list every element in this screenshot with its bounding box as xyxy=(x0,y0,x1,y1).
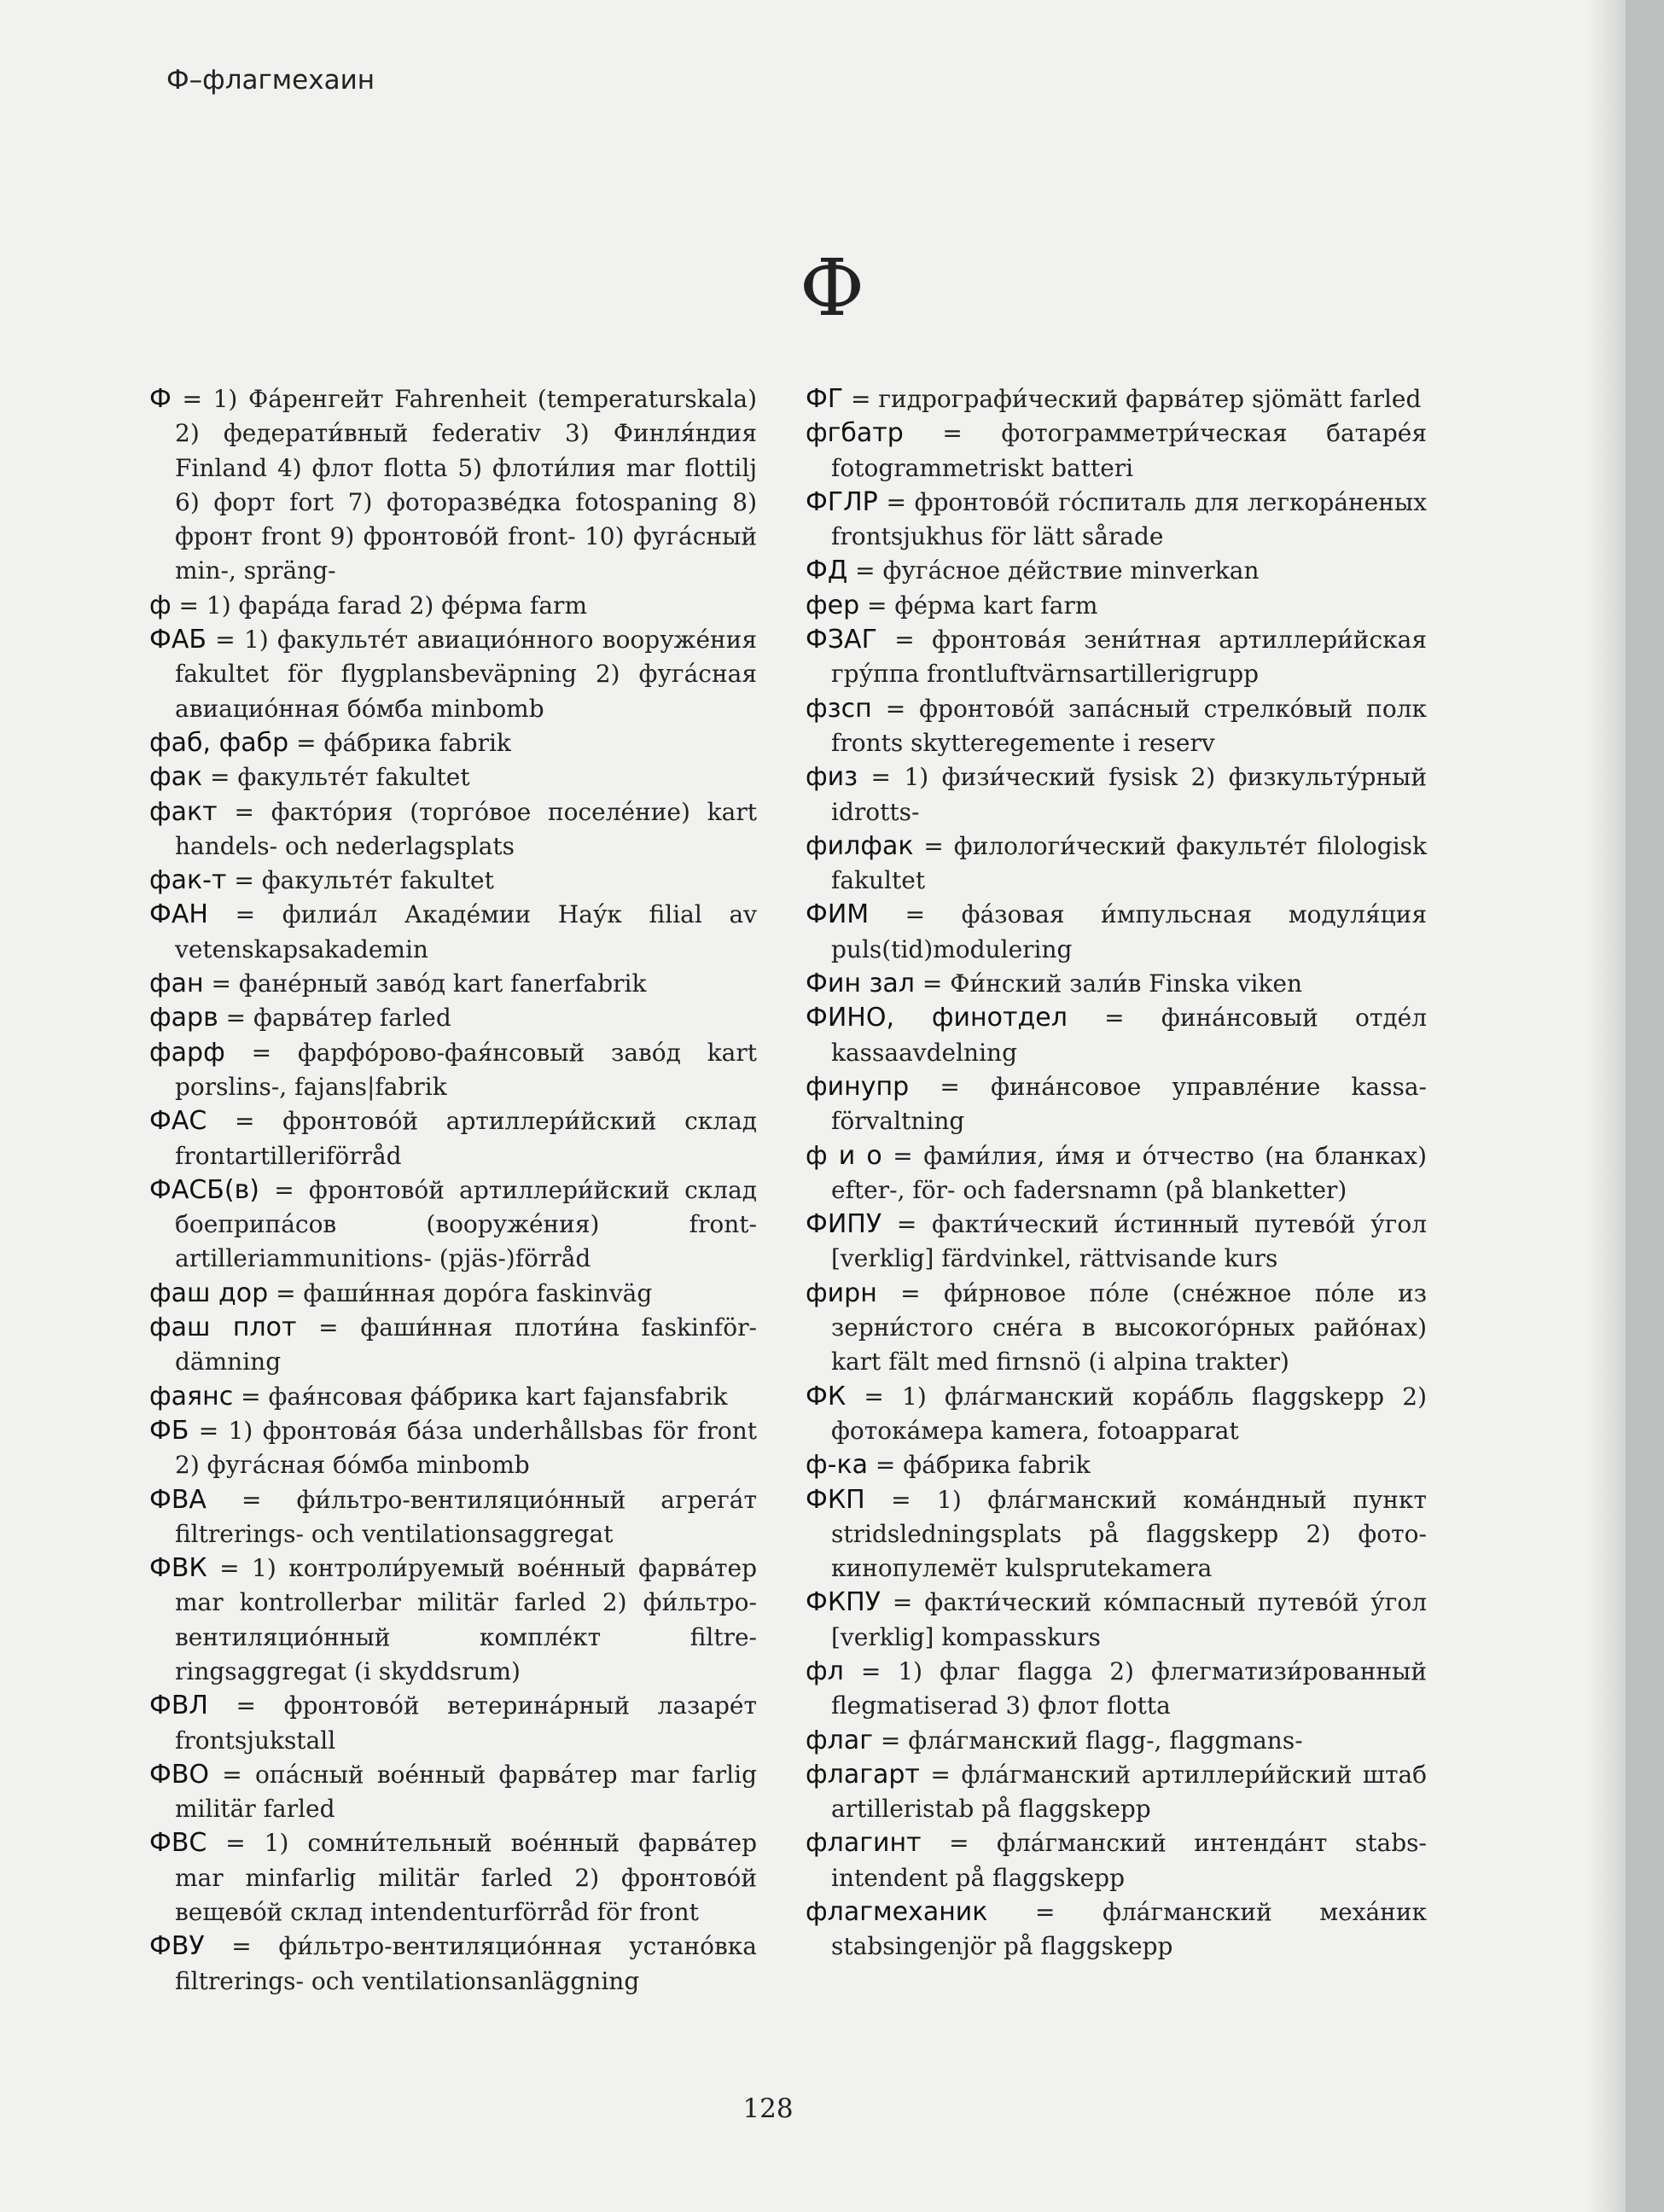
entry-headword: ФЗАГ xyxy=(806,625,877,655)
entry-headword: фаянс xyxy=(149,1381,234,1412)
entry-definition: = фами́лия, и́мя и о́тчество (на бланках) efter-, för- och fadersnamn (på blanketter) xyxy=(831,1141,1427,1204)
entry-headword: флагмеханик xyxy=(806,1897,988,1928)
dictionary-entry xyxy=(806,967,1427,1001)
entry-definition: = факульте́т fakultet xyxy=(202,763,470,792)
dictionary-entry xyxy=(806,382,1427,416)
page-edge xyxy=(1626,0,1664,2212)
dictionary-entry xyxy=(806,1826,1427,1895)
dictionary-entry xyxy=(149,1277,757,1311)
dictionary-entry xyxy=(149,1551,757,1689)
dictionary-entry xyxy=(806,1001,1427,1070)
entry-headword: фак-т xyxy=(149,865,227,896)
dictionary-entry xyxy=(806,1483,1427,1586)
entry-definition: = фронтово́й ветерина́рный лазаре́т frontsjukstall xyxy=(175,1691,757,1755)
entry-headword: ФВО xyxy=(149,1759,210,1790)
entry-definition: = фотограмметри́ческая батаре́я fotogrammetriskt batteri xyxy=(831,419,1427,482)
section-letter: Ф xyxy=(799,242,865,334)
entry-definition: = фла́гманский артиллери́йский штаб artilleristab på flaggskepp xyxy=(831,1760,1427,1824)
dictionary-entry xyxy=(149,1689,757,1758)
entry-definition: = фе́рма kart farm xyxy=(859,591,1098,620)
entry-definition: = фая́нсовая фа́брика kart fajansfabrik xyxy=(233,1382,728,1411)
dictionary-entry xyxy=(806,830,1427,899)
entry-headword: ФАН xyxy=(149,899,208,930)
dictionary-entry xyxy=(149,1826,757,1930)
entry-headword: флагарт xyxy=(806,1759,920,1790)
binding-shadow xyxy=(1587,0,1626,2212)
entry-definition: = факти́ческий ко́мпасный путево́й у́гол [verklig] kompasskurs xyxy=(831,1588,1427,1651)
entry-definition: = 1) фара́да farad 2) фе́рма farm xyxy=(171,591,587,620)
dictionary-entry xyxy=(149,1104,757,1173)
entry-definition: = факульте́т fakultet xyxy=(226,866,494,895)
entry-definition: = 1) фронтова́я ба́за underhållsbas för front 2) фуга́сная бо́мба minbomb xyxy=(175,1416,757,1480)
entry-definition: = фла́гманский интенда́нт stabsintendent på flaggskepp xyxy=(831,1829,1427,1892)
entry-headword: ФГЛР xyxy=(806,486,878,517)
dictionary-entry xyxy=(149,1001,757,1035)
entry-definition: = фуга́сное де́йствие minverkan xyxy=(847,556,1260,585)
entry-definition: = фронтово́й артиллери́йский склад frontartilleriförråd xyxy=(175,1107,757,1170)
right-column xyxy=(806,382,1427,1965)
running-head: Ф–флагмехаин xyxy=(166,65,375,96)
page-number: 128 xyxy=(742,2093,794,2124)
entry-definition: = факто́рия (торго́вое поселе́ние) kart handels- och nederlagsplats xyxy=(175,797,757,860)
dictionary-entry xyxy=(149,1036,757,1105)
entry-definition: = 1) физи́ческий fysisk 2) физкульту́рный idrotts- xyxy=(831,763,1427,826)
dictionary-entry xyxy=(806,1724,1427,1758)
dictionary-entry xyxy=(149,795,757,864)
entry-headword: ФАСБ(в) xyxy=(149,1174,259,1205)
entry-headword: фарф xyxy=(149,1037,225,1068)
entry-headword: фаш плот xyxy=(149,1313,297,1343)
entry-headword: факт xyxy=(149,796,218,827)
entry-definition: = 1) Фа́ренгейт Fahrenheit (temperaturskala) 2) федерати́вный federativ 3) Финля́ндия Finland 4) флот flotta 5) флоти́лия mar flottilj 6) форт fort 7) фоторазве́дка fotospaning 8) фронт front 9) фронтово́й front- 10) фуга́сный min-, spräng- xyxy=(171,385,757,585)
entry-definition: = 1) фла́гманский кома́ндный пункт stridsledningsplats på flaggskepp 2) фотокинопулемёт kulsprutekamera xyxy=(831,1485,1427,1583)
dictionary-entry xyxy=(149,382,757,589)
dictionary-entry xyxy=(149,1483,757,1552)
entry-definition: = фане́рный заво́д kart fanerfabrik xyxy=(203,969,647,998)
entry-headword: флаг xyxy=(806,1725,873,1755)
entry-definition: = 1) сомни́тельный вое́нный фарва́тер mar minfarlig militär farled 2) фронтово́й вещево́й склад intendenturförråd för front xyxy=(175,1829,757,1927)
dictionary-entry xyxy=(806,1758,1427,1827)
dictionary-entry xyxy=(806,1586,1427,1655)
entry-headword: фарв xyxy=(149,1003,218,1033)
dictionary-entry xyxy=(149,726,757,760)
entry-headword: ф-ка xyxy=(806,1450,868,1481)
dictionary-entry xyxy=(806,1070,1427,1139)
entry-definition: = фа́брика fabrik xyxy=(867,1451,1091,1480)
entry-definition: = фла́гманский меха́ник stabsingenjör på flaggskepp xyxy=(831,1898,1427,1961)
entry-headword: фак xyxy=(149,762,203,793)
dictionary-entry xyxy=(806,1380,1427,1449)
entry-definition: = фина́нсовое управле́ние kassaförvaltning xyxy=(831,1072,1427,1136)
dictionary-entry xyxy=(806,1895,1427,1965)
entry-definition: = филиа́л Акаде́мии Нау́к filial av vetenskapsakademin xyxy=(175,900,757,963)
entry-definition: = филологи́ческий факульте́т filologisk fakultet xyxy=(831,831,1427,895)
entry-definition: = фа́брика fabrik xyxy=(288,728,511,757)
dictionary-entry xyxy=(806,1277,1427,1380)
entry-headword: фаш дор xyxy=(149,1278,269,1308)
entry-definition: = фи́льтро-вентиляцио́нная устано́вка filtrerings- och ventilationsanläggning xyxy=(175,1932,757,1995)
entry-headword: ф xyxy=(149,590,172,620)
dictionary-entry xyxy=(806,416,1427,486)
dictionary-entry xyxy=(149,864,757,898)
dictionary-entry xyxy=(806,486,1427,555)
entry-headword: ФАС xyxy=(149,1106,207,1137)
entry-headword: физ xyxy=(806,762,858,793)
entry-headword: флагинт xyxy=(806,1828,922,1859)
entry-definition: = гидрографи́ческий фарва́тер sjömätt farled xyxy=(843,385,1422,413)
entry-headword: ФИМ xyxy=(806,899,870,930)
entry-headword: ФВС xyxy=(149,1828,207,1859)
entry-headword: ФИПУ xyxy=(806,1209,882,1240)
dictionary-entry xyxy=(149,1930,757,1999)
entry-headword: ФВА xyxy=(149,1484,207,1515)
entry-headword: ф и о xyxy=(806,1140,882,1171)
entry-definition: = фи́льтро-вентиляцио́нный агрега́т filtrerings- och ventilationsaggregat xyxy=(175,1485,757,1548)
entry-headword: ФК xyxy=(806,1381,847,1412)
entry-definition: = фи́рновое по́ле (сне́жное по́ле из зерни́стого сне́га в высокого́рных райо́нах) kart fält med firnsnö (i alpina trakter) xyxy=(831,1278,1427,1377)
entry-definition: = фа́зовая и́мпульсная модуля́ция puls(tid)modulering xyxy=(831,900,1427,963)
dictionary-entry xyxy=(806,1139,1427,1208)
entry-headword: ФВЛ xyxy=(149,1691,208,1721)
dictionary-entry xyxy=(149,1414,757,1483)
dictionary-entry xyxy=(149,1758,757,1827)
entry-headword: фл xyxy=(806,1656,844,1686)
dictionary-entry xyxy=(149,1173,757,1277)
dictionary-entry xyxy=(149,1380,757,1414)
dictionary-entry xyxy=(806,1655,1427,1724)
dictionary-entry xyxy=(149,967,757,1001)
entry-definition: = факти́ческий и́стинный путево́й у́гол [verklig] färdvinkel, rättvisande kurs xyxy=(831,1210,1427,1273)
dictionary-entry xyxy=(806,589,1427,623)
dictionary-entry xyxy=(149,589,757,623)
entry-headword: финупр xyxy=(806,1071,910,1102)
dictionary-entry xyxy=(806,1208,1427,1277)
entry-headword: ФКПУ xyxy=(806,1587,881,1618)
entry-definition: = опа́сный вое́нный фарва́тер mar farlig militär farled xyxy=(175,1760,757,1824)
entry-headword: ФВК xyxy=(149,1553,207,1584)
entry-definition: = фарфо́рово-фая́нсовый заво́д kart porslins-, fajans|fabrik xyxy=(175,1038,757,1101)
entry-headword: филфак xyxy=(806,830,914,861)
entry-headword: ФБ xyxy=(149,1415,189,1446)
dictionary-entry xyxy=(149,623,757,726)
dictionary-entry xyxy=(806,692,1427,761)
entry-definition: = фаши́нная плоти́на faskinfördämning xyxy=(175,1313,757,1377)
entry-definition: = 1) контроли́руемый вое́нный фарва́тер mar kontrollerbar militär farled 2) фи́льтро-вентиляцио́нный компле́кт filtreringsaggregat (i skyddsrum) xyxy=(175,1554,757,1685)
dictionary-entry xyxy=(806,554,1427,588)
entry-definition: = 1) флаг flagga 2) флегматизи́рованный flegmatiserad 3) флот flotta xyxy=(831,1656,1427,1720)
entry-headword: фзсп xyxy=(806,693,872,724)
entry-headword: ФКП xyxy=(806,1484,865,1515)
entry-headword: ФИНО, финотдел xyxy=(806,1003,1068,1033)
dictionary-entry xyxy=(149,760,757,795)
entry-definition: = фаши́нная доро́га faskinväg xyxy=(268,1278,653,1307)
entry-headword: Ф xyxy=(149,384,172,414)
entry-headword: фгбатр xyxy=(806,418,904,449)
entry-definition: = 1) фла́гманский кора́бль flaggskepp 2) фотока́мера kamera, fotoapparat xyxy=(831,1382,1427,1445)
entry-definition: = фарва́тер farled xyxy=(218,1004,451,1033)
dictionary-entry xyxy=(806,760,1427,830)
entry-headword: фан xyxy=(149,969,204,999)
entry-definition: = Фи́нский зали́в Finska viken xyxy=(914,969,1302,998)
entry-headword: ФД xyxy=(806,556,848,586)
entry-headword: ФАБ xyxy=(149,625,207,655)
entry-definition: = фронтово́й го́спиталь для легкора́неных frontsjukhus för lätt sårade xyxy=(831,487,1427,551)
entry-definition: = фронтова́я зени́тная артиллери́йская гру́ппа frontluftvärnsartillerigrupp xyxy=(831,626,1427,689)
entry-headword: фаб, фабр xyxy=(149,727,289,758)
dictionary-entry xyxy=(806,1448,1427,1482)
entry-definition: = фина́нсовый отде́л kassaavdelning xyxy=(831,1004,1427,1067)
entry-headword: фер xyxy=(806,590,860,620)
entry-headword: ФГ xyxy=(806,384,844,414)
dictionary-entry xyxy=(806,623,1427,692)
left-column xyxy=(149,382,757,1999)
dictionary-entry xyxy=(806,898,1427,967)
entry-definition: = фла́гманский flagg-, flaggmans- xyxy=(872,1726,1303,1755)
dictionary-entry xyxy=(149,898,757,967)
entry-headword: Фин зал xyxy=(806,969,915,999)
dictionary-entry xyxy=(149,1311,757,1380)
entry-headword: ФВУ xyxy=(149,1931,205,1962)
entry-headword: фирн xyxy=(806,1278,877,1308)
entry-definition: = фронтово́й запа́сный стрелко́вый полк fronts skytteregemente i reserv xyxy=(831,694,1427,757)
entry-definition: = 1) факульте́т авиацио́нного вооруже́ния fakultet för flygplansbeväpning 2) фуга́сная авиацио́нная бо́мба minbomb xyxy=(175,626,757,723)
entry-definition: = фронтово́й артиллери́йский склад боеприпа́сов (вооруже́ния) frontartilleriammunitions- (pjäs-)förråd xyxy=(175,1175,757,1273)
